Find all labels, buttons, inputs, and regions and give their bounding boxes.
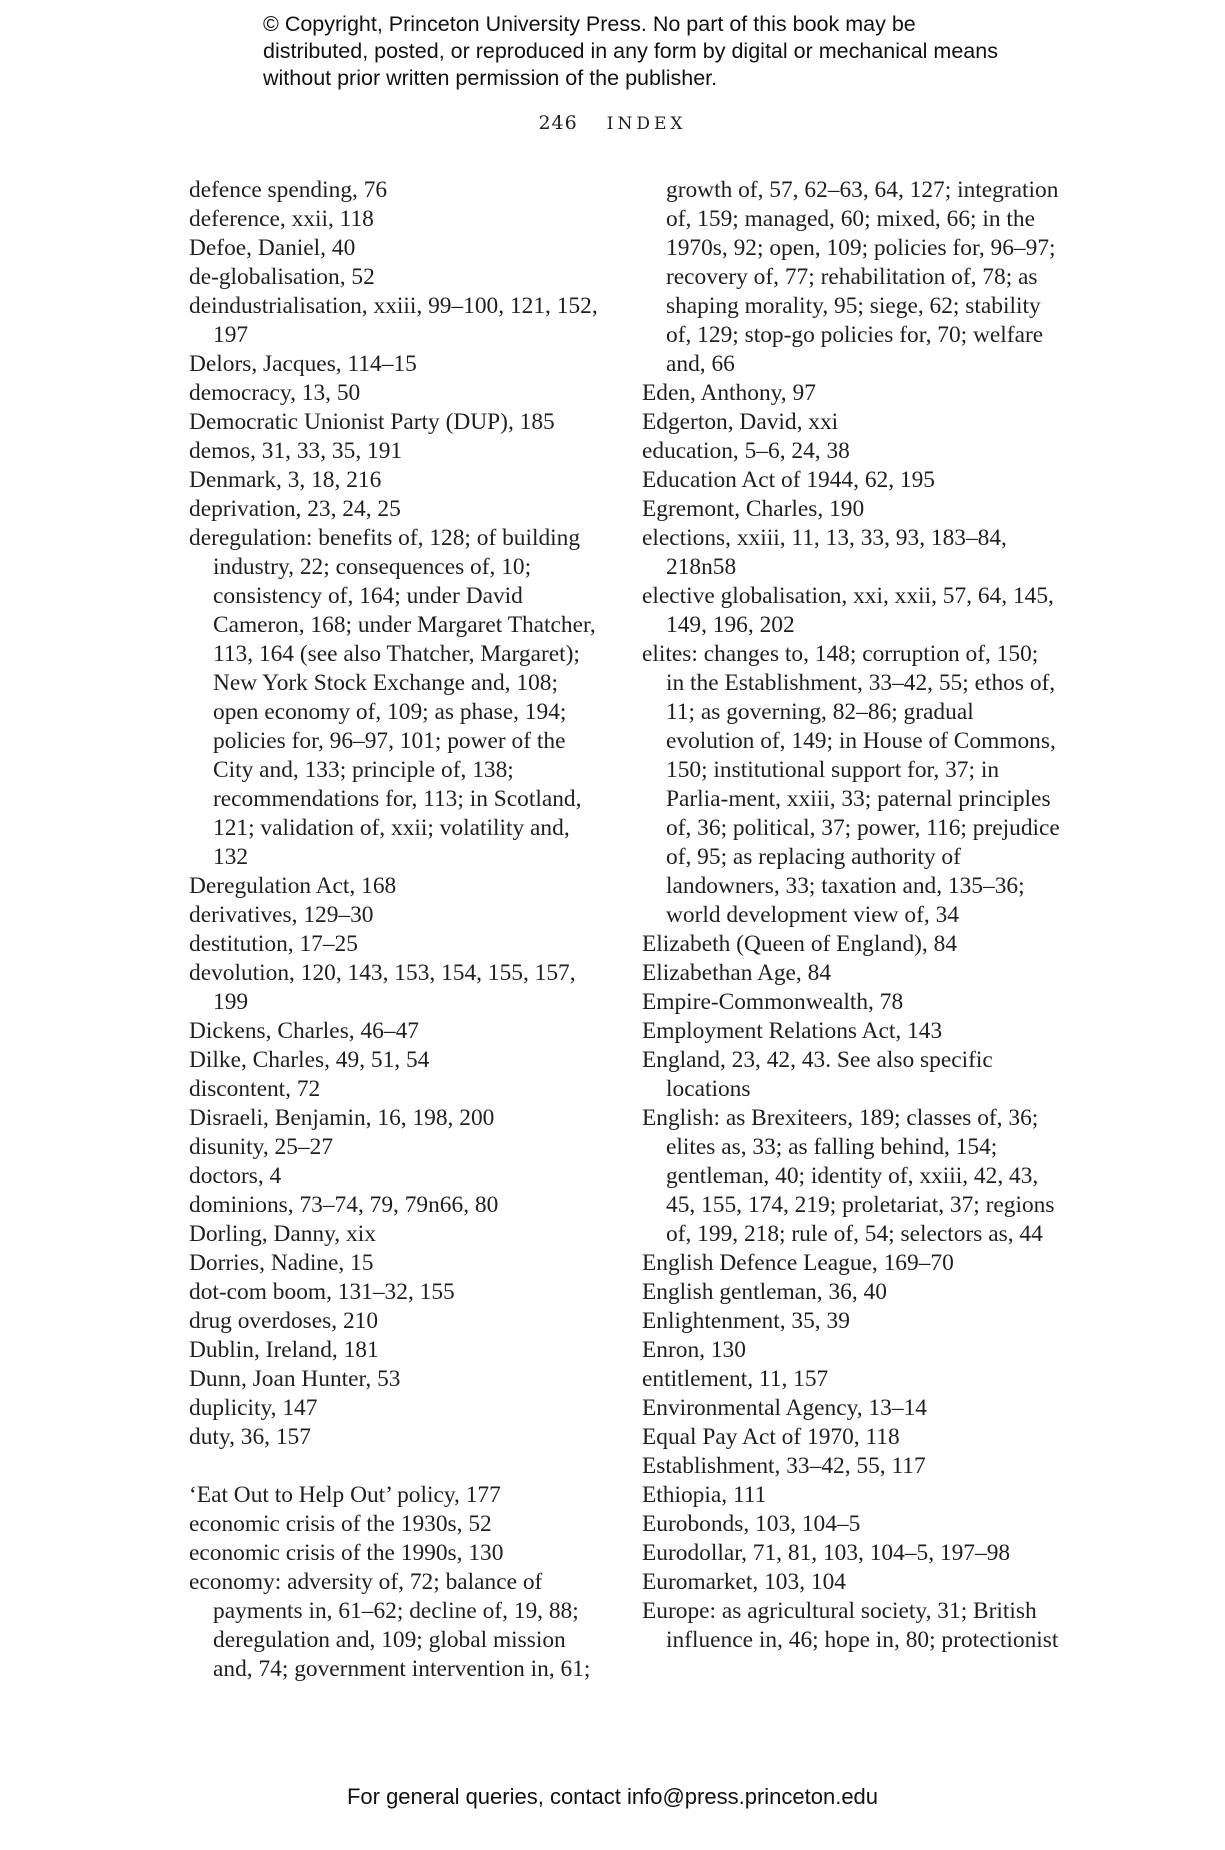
index-entry: Eurobonds, 103, 104–5 (642, 1511, 861, 1537)
index-entry: Dorries, Nadine, 15 (189, 1250, 374, 1276)
index-entry: Enlightenment, 35, 39 (642, 1308, 850, 1334)
index-entry: Eden, Anthony, 97 (642, 380, 816, 406)
index-entry: English Defence League, 169–70 (642, 1250, 954, 1276)
index-column-left (189, 176, 609, 1684)
index-entry: drug overdoses, 210 (189, 1308, 379, 1334)
index-entry: Elizabeth (Queen of England), 84 (642, 931, 958, 957)
index-entry: economic crisis of the 1990s, 130 (189, 1540, 504, 1566)
index-entry: duty, 36, 157 (189, 1424, 311, 1450)
index-entry: Enron, 130 (642, 1337, 746, 1363)
index-entry: dot-com boom, 131–32, 155 (189, 1279, 455, 1305)
index-entry: discontent, 72 (189, 1076, 321, 1102)
index-entry: disunity, 25–27 (189, 1134, 334, 1160)
running-head (0, 112, 1225, 134)
index-entry: Environmental Agency, 13–14 (642, 1395, 927, 1421)
index-entry: Delors, Jacques, 114–15 (189, 351, 417, 377)
index-entry: England, 23, 42, 43. See also specific locations (642, 1047, 993, 1102)
index-entry: entitlement, 11, 157 (642, 1366, 829, 1392)
index-entry: defence spending, 76 (189, 177, 388, 203)
index-entry: Dunn, Joan Hunter, 53 (189, 1366, 401, 1392)
index-entry: de-globalisation, 52 (189, 264, 375, 290)
index-entry: Deregulation Act, 168 (189, 873, 397, 899)
page-number: 246 (538, 112, 578, 134)
index-entry: elites: changes to, 148; corruption of, 150; in the Establishment, 33–42, 55; ethos of, 11; as governing, 82–86; gradual evolution of, 149; in House of Commons, 150; institutional support for, 37; in Parlia-ment, xxiii, 33; paternal principles of, 36; political, 37; power, 116; prejudice of, 95; as replacing authority of landowners, 33; taxation and, 135–36; world development view of, 34 (642, 641, 1060, 928)
index-entry: derivatives, 129–30 (189, 902, 374, 928)
index-entry: deindustrialisation, xxiii, 99–100, 121, 152, 197 (189, 293, 598, 348)
index-entry: Edgerton, David, xxi (642, 409, 839, 435)
index-entry: duplicity, 147 (189, 1395, 318, 1421)
index-entry: economy: adversity of, 72; balance of payments in, 61–62; decline of, 19, 88; deregulation and, 109; global mission and, 74; government intervention in, 61; (189, 1569, 591, 1682)
index-entry: dominions, 73–74, 79, 79n66, 80 (189, 1192, 499, 1218)
index-entry: elections, xxiii, 11, 13, 33, 93, 183–84, 218n58 (642, 525, 1007, 580)
index-entry: demos, 31, 33, 35, 191 (189, 438, 403, 464)
index-entry: Equal Pay Act of 1970, 118 (642, 1424, 900, 1450)
index-entry: devolution, 120, 143, 153, 154, 155, 157, 199 (189, 960, 576, 1015)
index-entry: deprivation, 23, 24, 25 (189, 496, 401, 522)
index-entry: ‘Eat Out to Help Out’ policy, 177 (189, 1482, 501, 1508)
index-entry: deference, xxii, 118 (189, 206, 374, 232)
index-entry: Denmark, 3, 18, 216 (189, 467, 382, 493)
index-entry: Disraeli, Benjamin, 16, 198, 200 (189, 1105, 495, 1131)
index-entry: Dublin, Ireland, 181 (189, 1337, 379, 1363)
index-entry: democracy, 13, 50 (189, 380, 361, 406)
index-entry: Education Act of 1944, 62, 195 (642, 467, 935, 493)
index-entry: Democratic Unionist Party (DUP), 185 (189, 409, 555, 435)
index-entry: economic crisis of the 1930s, 52 (189, 1511, 492, 1537)
index-entry: Dorling, Danny, xix (189, 1221, 376, 1247)
index-entry: English: as Brexiteers, 189; classes of, 36; elites as, 33; as falling behind, 154; gentleman, 40; identity of, xxiii, 42, 43, 45, 155, 174, 219; proletariat, 37; regions of, 199, 218; rule of, 54; selectors as, 44 (642, 1105, 1055, 1247)
section-title: INDEX (606, 114, 687, 134)
index-entry: education, 5–6, 24, 38 (642, 438, 850, 464)
index-entry: Elizabethan Age, 84 (642, 960, 832, 986)
copyright-notice: © Copyright, Princeton University Press. No part of this book may be distributed, posted, or reproduced in any form by digital or mechanical means without prior written permission of the publisher. (263, 12, 998, 90)
index-entry: Empire-Commonwealth, 78 (642, 989, 904, 1015)
index-entry: Dilke, Charles, 49, 51, 54 (189, 1047, 430, 1073)
index-entry: Egremont, Charles, 190 (642, 496, 865, 522)
index-entry: Eurodollar, 71, 81, 103, 104–5, 197–98 (642, 1540, 1011, 1566)
index-entry: destitution, 17–25 (189, 931, 358, 957)
index-entry: Euromarket, 103, 104 (642, 1569, 846, 1595)
index-entry: deregulation: benefits of, 128; of building industry, 22; consequences of, 10; consistency of, 164; under David Cameron, 168; under Margaret Thatcher, 113, 164 (see also Thatcher, Margaret); New York Stock Exchange and, 108; open economy of, 109; as phase, 194; policies for, 96–97, 101; power of the City and, 133; principle of, 138; recommendations for, 113; in Scotland, 121; validation of, xxii; volatility and, 132 (189, 525, 596, 870)
index-entry: Ethiopia, 111 (642, 1482, 767, 1508)
index-entry: Europe: as agricultural society, 31; British influence in, 46; hope in, 80; protectionist (642, 1598, 1059, 1653)
index-entry: English gentleman, 36, 40 (642, 1279, 887, 1305)
index-entry: elective globalisation, xxi, xxii, 57, 64, 145, 149, 196, 202 (642, 583, 1054, 638)
footer-contact: For general queries, contact info@press.princeton.edu (346, 1784, 879, 1809)
index-entry: doctors, 4 (189, 1163, 282, 1189)
index-entry: Employment Relations Act, 143 (642, 1018, 943, 1044)
index-entry: Defoe, Daniel, 40 (189, 235, 356, 261)
index-entry: Dickens, Charles, 46–47 (189, 1018, 419, 1044)
index-entry: Establishment, 33–42, 55, 117 (642, 1453, 926, 1479)
index-column-right (642, 176, 1062, 1655)
index-entry-continued: growth of, 57, 62–63, 64, 127; integration of, 159; managed, 60; mixed, 66; in the 1970s, 92; open, 109; policies for, 96–97; recovery of, 77; rehabilitation of, 78; as shaping morality, 95; siege, 62; stability of, 129; stop-go policies for, 70; welfare and, 66 (666, 177, 1059, 377)
